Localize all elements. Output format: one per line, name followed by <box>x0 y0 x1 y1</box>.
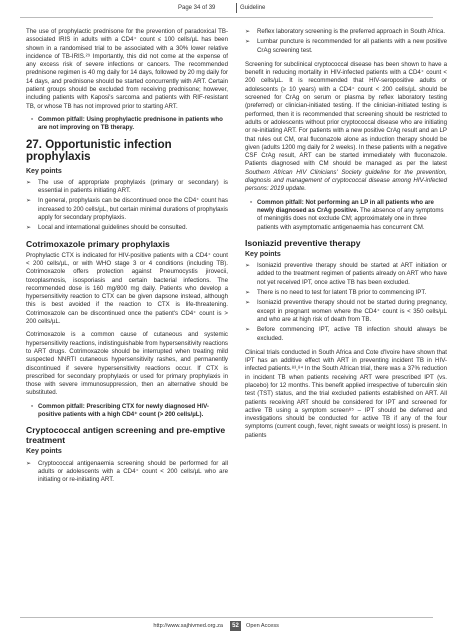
guideline-citation: Southern African HIV Clinicians' Society guideline for the prevention, diagnosis and management of cryptococcal disease among HIV-infected persons: 2019 update. <box>245 168 447 193</box>
subsection-heading: Cryptococcal antigen screening and pre-emptive treatment <box>26 425 226 446</box>
list-item-text: Before commencing IPT, active TB infection should always be excluded. <box>257 326 447 342</box>
list-item-text: In general, prophylaxis can be discontinued once the CD4⁺ count has increased to 200 cells/µL, but certain minimal durations of prophylaxis apply for secondary prophylaxis. <box>38 197 228 222</box>
body-paragraph <box>245 61 447 194</box>
key-points-heading: Key points <box>26 167 62 175</box>
arrow-bullet-icon: ➢ <box>245 300 251 307</box>
list-item <box>245 28 447 36</box>
left-column <box>26 28 228 486</box>
list-item-text: Reflex laboratory screening is the preferred approach in South Africa. <box>257 28 446 35</box>
subsection-heading: Isoniazid preventive therapy <box>245 237 361 248</box>
list-item-text: Cryptococcal antigenaemia screening should be performed for all adults or adolescents with a CD4⁺ count < 200 cells/µL who are initiating or re-initiating ART. <box>38 459 228 484</box>
pitfall-box <box>26 403 228 420</box>
key-points-heading: Key points <box>245 250 281 258</box>
pitfall-text: Common pitfall: Prescribing CTX for newly diagnosed HIV-positive patients with a high CD4⁺ count (> 200 cells/µL). <box>38 402 209 418</box>
bullet-list <box>245 262 447 343</box>
list-item-text: Local and international guidelines should be consulted. <box>38 224 188 232</box>
arrow-bullet-icon: ➢ <box>245 327 251 334</box>
list-item <box>26 197 228 222</box>
intro-paragraph: The use of prophylactic prednisone for the prevention of paradoxical TB-associated IRIS in adults with a CD4⁺ count ≤ 100 cells/µL has been shown in a randomised trial to be associated with a 30% lower relative incidence of TB-IRIS.²⁹ Importantly, this did not come at the expense of any excess risk of severe infections or cancers. The recommended prednisone regimen is 40 mg daily for 14 days, followed by 20 mg daily for 14 days, and prednisone should be started concurrently with ART. Certain patient groups should be excluded from receiving prednisone; however, including patients with Kaposi's sarcoma and patients with RIF-resistant TB, or whose TB has not improved prior to starting ART. <box>26 28 228 110</box>
arrow-bullet-icon: ➢ <box>245 29 251 35</box>
body-paragraph: Cotrimoxazole is a common cause of cutaneous and systemic hypersensitivity reactions, indistinguishable from hypersensitivity reactions to ART drugs. Cotrimoxazole should be interrupted when treating mild suspected NNRTI cutaneous hypersensitivity rashes, and permanently discontinued if severe hypersensitivity reactions occur. If CTX is prescribed for secondary prophylaxis or used for primary prophylaxis in those with severe immunosuppression, then an alternative should be substituted. <box>26 331 228 397</box>
arrow-bullet-icon: ➢ <box>26 460 32 467</box>
list-item <box>245 38 447 55</box>
pitfall-bold: Common pitfall: Not performing an LP in all patients who are newly diagnosed as CrAg positive. <box>257 198 434 214</box>
pitfall-text <box>257 199 447 232</box>
pitfall-text: Common pitfall: Using prophylactic prednisone in patients who are not improving on TB therapy. <box>38 115 223 132</box>
pitfall-box <box>245 199 447 232</box>
pitfall-marker-icon: ▫ <box>30 115 34 123</box>
list-item <box>26 460 228 485</box>
arrow-bullet-icon: ➢ <box>26 179 32 186</box>
list-item <box>245 289 447 297</box>
list-item-text: Isoniazid preventive therapy should be started at ART initiation or added to the treatment regimen of patients already on ART who have not yet received IPT, once active TB has been excluded. <box>257 262 447 286</box>
pitfall-rest: The absence of any symptoms of meningitis does not exclude CM; approximately one in three patients with asymptomatic antigenaemia has concurrent CM. <box>257 206 444 231</box>
arrow-bullet-icon: ➢ <box>245 39 251 46</box>
arrow-bullet-icon: ➢ <box>26 198 32 205</box>
bullet-list <box>26 179 228 233</box>
arrow-bullet-icon: ➢ <box>245 290 251 297</box>
arrow-bullet-icon: ➢ <box>245 263 251 270</box>
list-item-text: Isoniazid preventive therapy should not be started during pregnancy, except in pregnant women where the CD4⁺ count is < 350 cells/µL and who are at high risk of death from TB. <box>257 299 447 323</box>
open-access-label: Open Access <box>246 623 279 629</box>
key-points-heading: Key points <box>26 448 62 456</box>
section-title: Opportunistic infection prophylaxis <box>26 138 172 164</box>
journal-url-link[interactable]: http://www.sajhivmed.org.za <box>153 623 223 629</box>
page-footer <box>0 621 453 633</box>
body-text: Screening for subclinical cryptococcal disease has been shown to have a benefit in reducing mortality in HIV-infected patients with a CD4⁺ count < 200 cells/µL. It is recommended that HIV-seropositive adults or adolescents (≥ 10 years) with a CD4⁺ count < 200 cells/µL should be screened for CrAg on serum or plasma by reflex laboratory testing (preferred) or clinician-initiated testing. If the clinician-initiated testing is performed, then it is recommended that screening should be restricted to adults or adolescents without prior cryptococcal disease who are initiating or re-initiating ART. For patients with a new positive CrAg result and an LP that rules out CM, oral fluconazole alone as induction therapy should be given (adults 1200 mg daily for 2 weeks). In these patients with a negative CSF CrAg result, ART can be started immediately with fluconazole. Patients diagnosed with CM should be managed as per the latest <box>245 60 447 168</box>
list-item-text: Lumbar puncture is recommended for all patients with a new positive CrAg screening test. <box>257 38 447 54</box>
pitfall-marker-icon: ▫ <box>30 402 34 410</box>
list-item <box>26 179 228 196</box>
header-separator <box>236 3 237 13</box>
list-item <box>245 299 447 324</box>
pitfall-box <box>26 116 228 133</box>
section-heading <box>26 139 228 164</box>
page-header <box>0 0 453 24</box>
subsection-heading: Cotrimoxazole primary prophylaxis <box>26 238 170 249</box>
pitfall-marker-icon: ▫ <box>249 198 253 206</box>
list-item <box>245 262 447 287</box>
page-number: 52 <box>230 621 241 631</box>
arrow-bullet-icon: ➢ <box>26 225 32 232</box>
body-paragraph: Prophylactic CTX is indicated for HIV-positive patients with a CD4⁺ count < 200 cells/µL, or with WHO stage 3 or 4 conditions (including TB). Cotrimoxazole offers protection against Pneumocystis jirovecii, toxoplasmosis, isosporiasis and certain bacterial infections. The recommended dose is 160 mg/800 mg daily. Patients who develop a hypersensitivity reaction to CTX can be given dapsone instead, although this is best avoided if the reaction to CTX is life-threatening. Cotrimoxazole can be discontinued once the patient's CD4⁺ count is > 200 cells/µL. <box>26 251 228 326</box>
page-label: Page 34 of 39 <box>178 5 216 11</box>
list-item-text: There is no need to test for latent TB prior to commencing IPT. <box>257 289 427 297</box>
footer-rule <box>20 617 433 618</box>
list-item-text: The use of appropriate prophylaxis (primary or secondary) is essential in patients initiating ART. <box>38 178 228 195</box>
section-number: 27. <box>26 138 42 151</box>
list-item <box>245 326 447 343</box>
guideline-label: Guideline <box>240 5 266 11</box>
body-paragraph: Clinical trials conducted in South Africa and Cote d'Ivoire have shown that IPT has an additive effect with ART in preventing incident TB in HIV-infected patients.⁸³,⁸⁴ In the South African trial, there was a 37% reduction in incident TB when patients receiving ART were prescribed IPT (vs. placebo) for 12 months. This benefit applied irrespective of tuberculin skin test (TST) status, and the trial excluded patients established on ART. All patients receiving ART should be considered for IPT and screened for active TB using a symptom screen⁸⁵ – IPT should be deferred and investigations should be conducted for active TB if any of the four symptoms (current cough, fever, night sweats or weight loss) is present. In patients <box>245 348 447 439</box>
right-column <box>245 28 447 445</box>
list-item <box>26 224 228 232</box>
header-rule <box>20 17 433 18</box>
bullet-list <box>245 28 447 55</box>
